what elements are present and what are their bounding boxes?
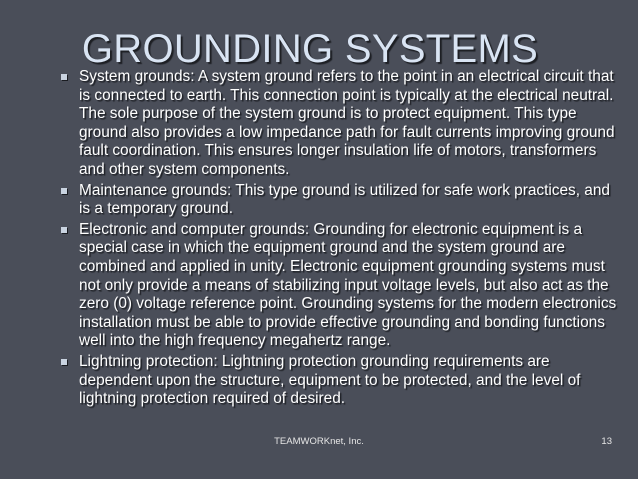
bullet-text: System grounds: A system ground refers to the point in an electrical circuit that is connected to earth. This connection point is typically at the electrical neutral. The sole purpose of the system ground is to protect equipment. This type ground also provides a low impedance path for fault currents improving ground fault coordination. This ensures longer insulation life of motors, transformers and other system components.	[79, 68, 615, 178]
bullet-item-lightning-protection	[60, 353, 620, 409]
page-number: 13	[601, 436, 612, 447]
bullet-item-electronic-grounds	[60, 221, 620, 351]
square-bullet-icon	[61, 74, 67, 80]
square-bullet-icon	[61, 188, 67, 194]
bullet-text: Lightning protection: Lightning protection grounding requirements are dependent upon the structure, equipment to be protected, and the level of lightning protection required of desired.	[79, 352, 581, 408]
bullet-text: Electronic and computer grounds: Grounding for electronic equipment is a special case in which the equipment ground and the system ground are combined and applied in unity. Electronic equipment grounding systems must not only provide a means of stabilizing input voltage levels, but also act as the zero (0) voltage reference point. Grounding systems for the modern electronics installation must be able to provide effective grounding and bonding functions well into the high frequency megahertz range.	[79, 220, 617, 350]
slide-title: GROUNDING SYSTEMS	[81, 27, 539, 71]
square-bullet-icon	[61, 359, 67, 365]
bullet-text: Maintenance grounds: This type ground is utilized for safe work practices, and is a temporary ground.	[79, 181, 610, 218]
bullet-item-maintenance-grounds	[60, 182, 620, 219]
bullet-item-system-grounds	[60, 68, 620, 180]
square-bullet-icon	[61, 227, 67, 233]
footer-company: TEAMWORKnet, Inc.	[274, 436, 364, 447]
bullet-list	[60, 68, 620, 411]
